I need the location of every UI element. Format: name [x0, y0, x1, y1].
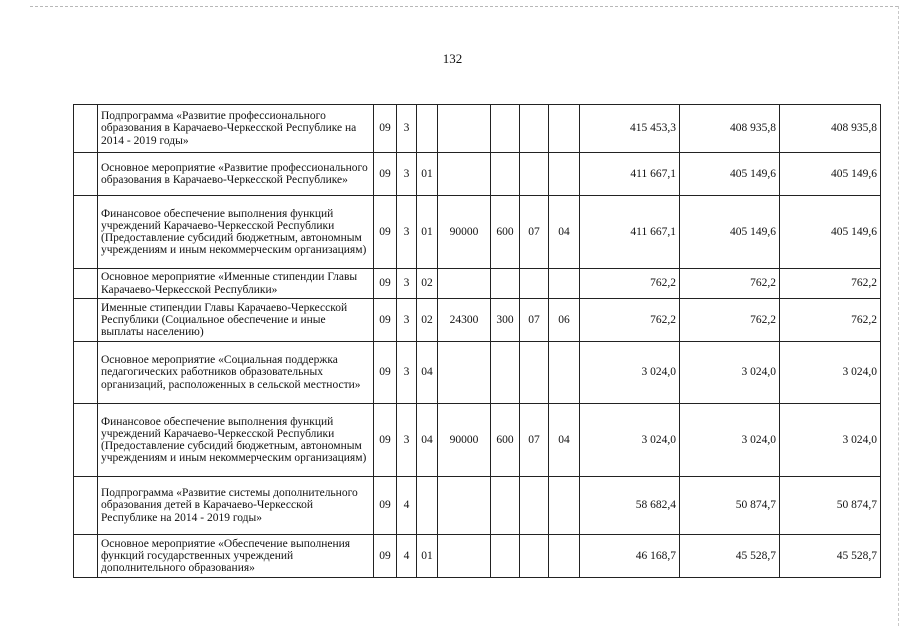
amount-year-2-cell: 405 149,6	[680, 153, 780, 196]
item-name-cell: Основное мероприятие «Обеспечение выполнения функций государственных учреждений дополнительного образования»	[98, 535, 374, 578]
event-code-cell: 02	[417, 269, 438, 299]
expense-type-cell: 600	[491, 404, 520, 477]
amount-year-2-cell: 762,2	[680, 269, 780, 299]
page-number: 132	[442, 51, 463, 66]
section-code-cell	[520, 153, 549, 196]
ministry-code-cell: 09	[374, 342, 397, 404]
subsection-code-cell	[549, 477, 580, 535]
amount-year-3-cell: 405 149,6	[780, 196, 881, 269]
amount-year-1-cell: 3 024,0	[580, 342, 680, 404]
row-number-cell	[74, 299, 98, 342]
expense-type-cell: 600	[491, 196, 520, 269]
amount-year-3-cell: 50 874,7	[780, 477, 881, 535]
row-number-cell	[74, 342, 98, 404]
expense-type-cell	[491, 477, 520, 535]
amount-year-3-cell: 408 935,8	[780, 105, 881, 153]
ministry-code-cell: 09	[374, 535, 397, 578]
amount-year-3-cell: 3 024,0	[780, 404, 881, 477]
amount-year-1-cell: 58 682,4	[580, 477, 680, 535]
item-name-cell: Именные стипендии Главы Карачаево-Черкесской Республики (Социальное обеспечение и иные выплаты населению)	[98, 299, 374, 342]
event-code-cell: 01	[417, 153, 438, 196]
row-number-cell	[74, 477, 98, 535]
amount-year-2-cell: 45 528,7	[680, 535, 780, 578]
table-row	[74, 269, 881, 299]
table-row	[74, 299, 881, 342]
event-code-cell: 01	[417, 535, 438, 578]
amount-year-1-cell: 3 024,0	[580, 404, 680, 477]
row-number-cell	[74, 105, 98, 153]
program-code-cell: 3	[397, 269, 417, 299]
event-code-cell: 01	[417, 196, 438, 269]
ministry-code-cell: 09	[374, 299, 397, 342]
subsection-code-cell	[549, 269, 580, 299]
program-code-cell: 3	[397, 105, 417, 153]
direction-code-cell	[438, 342, 491, 404]
table-row	[74, 535, 881, 578]
amount-year-1-cell: 411 667,1	[580, 196, 680, 269]
program-code-cell: 3	[397, 299, 417, 342]
section-code-cell	[520, 535, 549, 578]
amount-year-3-cell: 762,2	[780, 269, 881, 299]
expense-type-cell	[491, 342, 520, 404]
subsection-code-cell	[549, 535, 580, 578]
subsection-code-cell: 06	[549, 299, 580, 342]
direction-code-cell	[438, 153, 491, 196]
row-number-cell	[74, 535, 98, 578]
program-code-cell: 4	[397, 535, 417, 578]
row-number-cell	[74, 269, 98, 299]
subsection-code-cell: 04	[549, 196, 580, 269]
amount-year-2-cell: 3 024,0	[680, 404, 780, 477]
amount-year-2-cell: 3 024,0	[680, 342, 780, 404]
section-code-cell	[520, 342, 549, 404]
expense-type-cell	[491, 269, 520, 299]
event-code-cell: 04	[417, 342, 438, 404]
amount-year-1-cell: 411 667,1	[580, 153, 680, 196]
event-code-cell: 04	[417, 404, 438, 477]
section-code-cell	[520, 477, 549, 535]
item-name-cell: Финансовое обеспечение выполнения функций учреждений Карачаево-Черкесской Республики (Предоставление субсидий бюджетным, автономным учреждениям и иным некоммерческим организациям)	[98, 404, 374, 477]
expense-type-cell	[491, 535, 520, 578]
table-row	[74, 404, 881, 477]
scan-edge-top	[30, 6, 898, 7]
section-code-cell: 07	[520, 196, 549, 269]
program-code-cell: 3	[397, 404, 417, 477]
expense-type-cell: 300	[491, 299, 520, 342]
amount-year-2-cell: 405 149,6	[680, 196, 780, 269]
item-name-cell: Основное мероприятие «Развитие профессионального образования в Карачаево-Черкесской Республике»	[98, 153, 374, 196]
ministry-code-cell: 09	[374, 477, 397, 535]
expense-type-cell	[491, 105, 520, 153]
subsection-code-cell	[549, 153, 580, 196]
event-code-cell	[417, 477, 438, 535]
expense-type-cell	[491, 153, 520, 196]
direction-code-cell	[438, 269, 491, 299]
row-number-cell	[74, 404, 98, 477]
table-row	[74, 477, 881, 535]
amount-year-2-cell: 50 874,7	[680, 477, 780, 535]
table-row	[74, 105, 881, 153]
amount-year-1-cell: 762,2	[580, 299, 680, 342]
section-code-cell: 07	[520, 404, 549, 477]
direction-code-cell: 24300	[438, 299, 491, 342]
amount-year-1-cell: 415 453,3	[580, 105, 680, 153]
amount-year-3-cell: 762,2	[780, 299, 881, 342]
item-name-cell: Финансовое обеспечение выполнения функций учреждений Карачаево-Черкесской Республики (Предоставление субсидий бюджетным, автономным учреждениям и иным некоммерческим организациям)	[98, 196, 374, 269]
amount-year-2-cell: 408 935,8	[680, 105, 780, 153]
item-name-cell: Основное мероприятие «Именные стипендии Главы Карачаево-Черкесской Республики»	[98, 269, 374, 299]
event-code-cell	[417, 105, 438, 153]
amount-year-3-cell: 45 528,7	[780, 535, 881, 578]
budget-table	[73, 104, 881, 578]
amount-year-1-cell: 762,2	[580, 269, 680, 299]
table-row	[74, 196, 881, 269]
section-code-cell	[520, 269, 549, 299]
section-code-cell: 07	[520, 299, 549, 342]
program-code-cell: 4	[397, 477, 417, 535]
direction-code-cell	[438, 477, 491, 535]
table-row	[74, 153, 881, 196]
amount-year-3-cell: 405 149,6	[780, 153, 881, 196]
direction-code-cell	[438, 535, 491, 578]
item-name-cell: Подпрограмма «Развитие профессионального образования в Карачаево-Черкесской Республике на 2014 - 2019 годы»	[98, 105, 374, 153]
scan-edge-right	[898, 6, 899, 626]
table-row	[74, 342, 881, 404]
item-name-cell: Подпрограмма «Развитие системы дополнительного образования детей в Карачаево-Черкесской Республике на 2014 - 2019 годы»	[98, 477, 374, 535]
amount-year-3-cell: 3 024,0	[780, 342, 881, 404]
ministry-code-cell: 09	[374, 196, 397, 269]
direction-code-cell: 90000	[438, 196, 491, 269]
item-name-cell: Основное мероприятие «Социальная поддержка педагогических работников образовательных организаций, расположенных в сельской местности»	[98, 342, 374, 404]
subsection-code-cell	[549, 342, 580, 404]
subsection-code-cell: 04	[549, 404, 580, 477]
direction-code-cell: 90000	[438, 404, 491, 477]
ministry-code-cell: 09	[374, 153, 397, 196]
row-number-cell	[74, 153, 98, 196]
ministry-code-cell: 09	[374, 404, 397, 477]
subsection-code-cell	[549, 105, 580, 153]
direction-code-cell	[438, 105, 491, 153]
row-number-cell	[74, 196, 98, 269]
section-code-cell	[520, 105, 549, 153]
program-code-cell: 3	[397, 342, 417, 404]
ministry-code-cell: 09	[374, 269, 397, 299]
event-code-cell: 02	[417, 299, 438, 342]
program-code-cell: 3	[397, 196, 417, 269]
amount-year-1-cell: 46 168,7	[580, 535, 680, 578]
ministry-code-cell: 09	[374, 105, 397, 153]
program-code-cell: 3	[397, 153, 417, 196]
amount-year-2-cell: 762,2	[680, 299, 780, 342]
